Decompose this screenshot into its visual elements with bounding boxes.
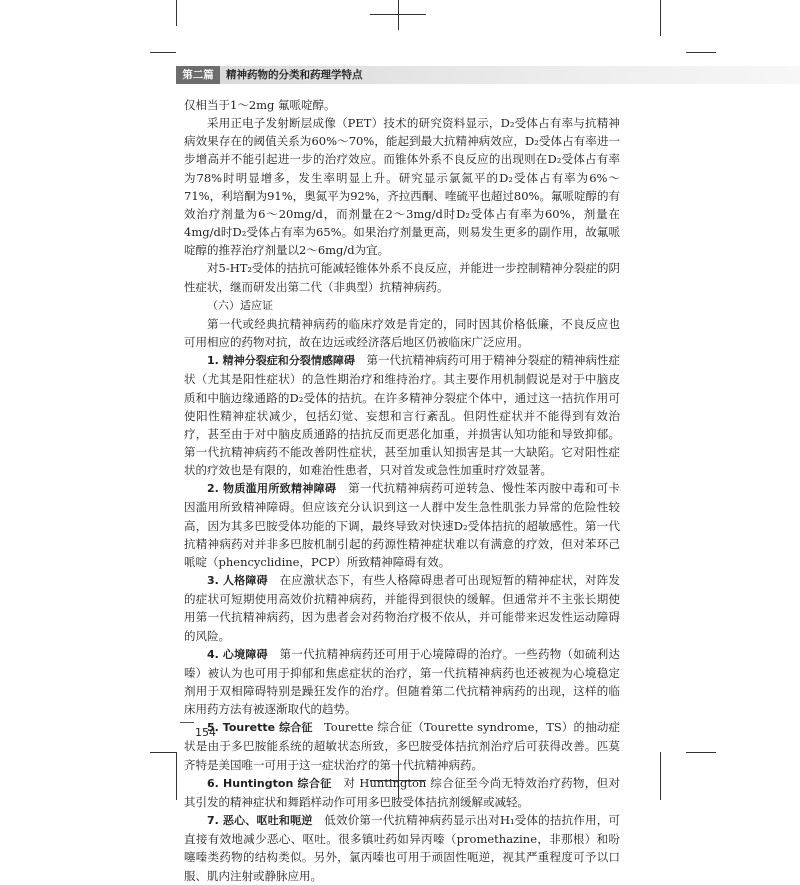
- paragraph-text: 第一代或经典抗精神病药的临床疗效是肯定的，同时因其价格低廉，不良反应也可用相应的药物对抗，故在边远或经济落后地区仍被临床广泛应用。: [184, 316, 620, 350]
- page-number-rule: [180, 722, 194, 723]
- crop-mark: [686, 52, 716, 53]
- paragraph-heading: 2. 物质滥用所致精神障碍: [207, 482, 337, 496]
- crop-mark: [660, 752, 661, 800]
- body-paragraph: [184, 645, 620, 719]
- body-paragraph: [184, 774, 620, 811]
- crop-mark: [398, 0, 399, 30]
- crop-mark: [686, 752, 716, 753]
- crop-mark: [176, 752, 177, 800]
- body-paragraph: [184, 571, 620, 645]
- paragraph-heading: 4. 心境障碍: [207, 647, 268, 661]
- paragraph-heading: 7. 恶心、呕吐和呃逆: [207, 814, 313, 828]
- page-number: 154: [195, 726, 216, 739]
- paragraph-heading: 5. Tourette 综合征: [207, 721, 313, 735]
- paragraph-heading: 1. 精神分裂症和分裂情感障碍: [207, 354, 355, 368]
- paragraph-text: Tourette 综合征（Tourette syndrome，TS）的抽动症状是由于多巴胺能系统的超敏状态所致，多巴胺受体拮抗剂治疗后可获得改善。匹莫齐特是美国唯一可用于这一症状治疗的第一代抗精神病药。: [184, 720, 620, 772]
- body-paragraph: [184, 259, 620, 295]
- crop-mark: [150, 752, 176, 753]
- paragraph-text: 采用正电子发射断层成像（PET）技术的研究资料显示，D₂受体占有率与抗精神病效果存在的阈值关系为60%～70%，能起到最大抗精神病效应，D₂受体占有率进一步增高并不能引起进一步的治疗效应。而锥体外系不良反应的出现则在D₂受体占有率为78%时明显增多，发生率明显上升。研究显示氯氮平的D₂受体占有率为6%～71%，利培酮为91%，奥氮平为92%，齐拉西酮、喹硫平也超过80%。氟哌啶醇的有效治疗剂量为6～20mg/d，而剂量在2～3mg/d时D₂受体占有率为60%，剂量在4mg/d时D₂受体占有率为65%。如果治疗剂量更高，则易发生更多的副作用，故氟哌啶醇的推荐治疗剂量以2～6mg/d为宜。: [184, 116, 620, 258]
- body-paragraph: [184, 811, 620, 885]
- body-paragraph: [184, 114, 620, 259]
- body-paragraph: [184, 351, 620, 479]
- body-paragraph: [184, 96, 620, 114]
- paragraph-text: 对 Huntington 综合征至今尚无特效治疗药物，但对其引发的精神症状和舞蹈样动作可用多巴胺受体拮抗剂缓解或减轻。: [184, 775, 620, 809]
- paragraph-text: 在应激状态下，有些人格障碍患者可出现短暂的精神症状，对阵发的症状可短期使用高效价抗精神病药，并能得到很快的缓解。但通常并不主张长期使用第一代抗精神病药，因为患者会对药物治疗极不依从，并可能带来迟发性运动障碍的风险。: [184, 573, 620, 643]
- crop-mark: [370, 14, 426, 15]
- body-paragraph: [184, 718, 620, 773]
- crop-mark: [176, 0, 177, 26]
- body-paragraph: [184, 315, 620, 351]
- crop-mark: [150, 52, 176, 53]
- crop-mark: [660, 0, 661, 36]
- paragraph-text: 第一代抗精神病药可逆转急、慢性苯丙胺中毒和可卡因滥用所致精神障碍。但应该充分认识到这一人群中发生急性肌张力异常的危险性较高，因为其多巴胺受体功能的下调，最终导致对快速D₂受体拮抗的超敏感性。第一代抗精神病药对并非多巴胺机制引起的药源性精神症状难以有满意的疗效，但对苯环己哌啶（phencyclidine，PCP）所致精神障碍有效。: [184, 481, 620, 569]
- paragraph-text: 仅相当于1～2mg 氟哌啶醇。: [184, 98, 336, 112]
- part-label: 第二篇: [176, 66, 220, 84]
- body-paragraph: [184, 479, 620, 571]
- paragraph-text: 第一代抗精神病药还可用于心境障碍的治疗。一些药物（如硫利达嗪）被认为也可用于抑郁和焦虑症状的治疗，第一代抗精神病药也还被视为心境稳定剂用于双相障碍特别是躁狂发作的治疗。但随着第二代抗精神病药的出现，这样的临床用药方法有被逐渐取代的趋势。: [184, 646, 620, 717]
- part-title: 精神药物的分类和药理学特点: [226, 69, 363, 81]
- section-subheading: [184, 296, 620, 315]
- paragraph-heading: 3. 人格障碍: [207, 574, 268, 588]
- paragraph-heading: 6. Huntington 综合征: [207, 776, 332, 790]
- page-body: [184, 96, 620, 885]
- paragraph-text: 第一代抗精神病药可用于精神分裂症的精神病性症状（尤其是阳性症状）的急性期治疗和维持治疗。其主要作用机制假说是对于中脑皮质和中脑边缘通路的D₂受体的拮抗。在许多精神分裂症个体中，通过这一拮抗作用可使阳性精神症状减少，包括幻觉、妄想和言行紊乱。但阴性症状并不能得到有效治疗，甚至由于对中脑皮质通路的拮抗反而更恶化加重，并损害认知功能和导致抑郁。第一代抗精神病药不能改善阴性症状，甚至加重认知损害是其一大缺陷。它对阳性症状的疗效也是有限的，如难治性患者，只对首发或急性加重时疗效显著。: [184, 353, 620, 478]
- paragraph-text: 低效价第一代抗精神病药显示出对H₁受体的拮抗作用，可直接有效地减少恶心、呕吐。很多镇吐药如异丙嗪（promethazine，非那根）和吩噻嗪类药物的结构类似。另外，氯丙嗪也可用于顽固性呃逆，视其严重程度可予以口服、肌内注射或静脉应用。: [184, 813, 620, 883]
- paragraph-text: 对5-HT₂受体的拮抗可能减轻锥体外系不良反应，并能进一步控制精神分裂症的阴性症状，继而研发出第二代（非典型）抗精神病药。: [184, 261, 621, 294]
- subheading-text: （六）适应证: [207, 298, 273, 312]
